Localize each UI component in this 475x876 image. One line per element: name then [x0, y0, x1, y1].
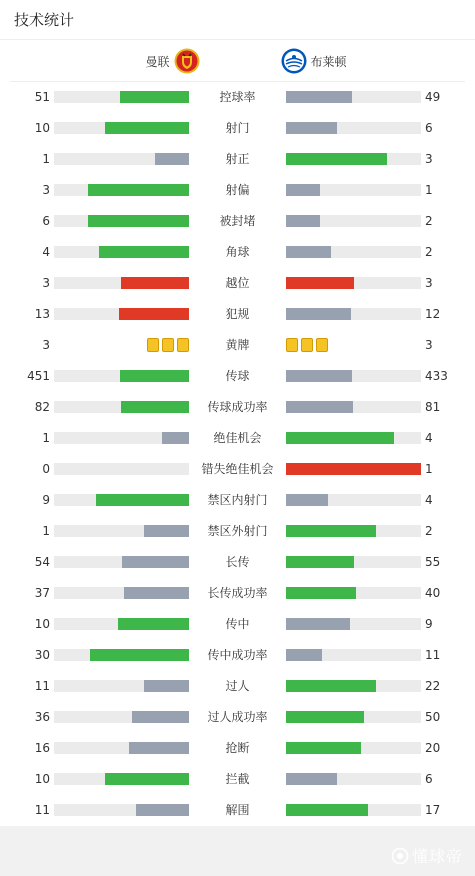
home-value: 11	[34, 803, 50, 817]
away-bar-track	[286, 556, 421, 568]
brighton-crest-icon	[281, 48, 307, 74]
home-value: 3	[42, 276, 50, 290]
home-bar-fill	[105, 122, 189, 134]
home-value: 30	[34, 648, 50, 662]
away-value: 1	[425, 462, 433, 476]
away-value: 20	[425, 741, 441, 755]
home-value: 10	[34, 617, 50, 631]
home-team[interactable]	[145, 41, 199, 81]
stat-label: 拦截	[225, 772, 250, 786]
home-bar-track	[54, 804, 189, 816]
teams-header	[10, 41, 465, 82]
stat-row	[0, 144, 475, 175]
away-value: 2	[425, 245, 433, 259]
stat-label: 禁区内射门	[207, 493, 268, 507]
stat-label: 射门	[225, 121, 250, 135]
away-bar-fill	[286, 556, 354, 568]
home-bar-track	[54, 432, 189, 444]
away-bar-track	[286, 215, 421, 227]
home-bar-fill	[162, 432, 189, 444]
stat-row	[0, 640, 475, 671]
away-bar-fill	[286, 215, 320, 227]
home-bar-fill	[144, 680, 189, 692]
stat-label: 传球	[225, 369, 250, 383]
stat-label: 射正	[225, 152, 250, 166]
away-bar-fill	[286, 649, 322, 661]
stat-label: 传中成功率	[207, 648, 268, 662]
away-value: 9	[425, 617, 433, 631]
away-value: 6	[425, 121, 433, 135]
home-bar-fill	[129, 742, 189, 754]
home-bar-fill	[155, 153, 189, 165]
yellow-card-icon	[162, 338, 174, 352]
away-bar-fill	[286, 587, 356, 599]
stat-row	[0, 423, 475, 454]
away-bar-fill	[286, 711, 364, 723]
stat-label: 犯规	[225, 307, 250, 321]
yellow-card-icon	[316, 338, 328, 352]
away-bar-track	[286, 587, 421, 599]
home-bar-fill	[122, 556, 189, 568]
home-bar-track	[54, 711, 189, 723]
away-team[interactable]	[281, 41, 347, 81]
away-bar-track	[286, 742, 421, 754]
away-bar-fill	[286, 246, 331, 258]
stat-row	[0, 702, 475, 733]
away-bar-fill	[286, 525, 376, 537]
stat-row	[0, 733, 475, 764]
away-value: 55	[425, 555, 441, 569]
stat-row	[0, 392, 475, 423]
home-bar-track	[54, 680, 189, 692]
stat-label: 错失绝佳机会	[201, 462, 274, 476]
home-bar-track	[54, 525, 189, 537]
watermark-text: 懂球帝	[411, 847, 463, 866]
stat-label: 被封堵	[219, 214, 256, 228]
stat-label: 长传	[225, 555, 250, 569]
away-value: 12	[425, 307, 441, 321]
home-bar-fill	[132, 711, 189, 723]
away-bar-fill	[286, 308, 351, 320]
home-bar-track	[54, 153, 189, 165]
stat-row	[0, 330, 475, 361]
stat-row	[0, 206, 475, 237]
home-value: 3	[42, 183, 50, 197]
stat-row	[0, 516, 475, 547]
home-bar-track	[54, 556, 189, 568]
away-bar-fill	[286, 184, 320, 196]
home-bar-track	[54, 91, 189, 103]
away-bar-track	[286, 680, 421, 692]
home-value: 4	[42, 245, 50, 259]
away-bar-track	[286, 370, 421, 382]
home-bar-fill	[124, 587, 189, 599]
home-bar-fill	[120, 370, 189, 382]
away-value: 2	[425, 214, 433, 228]
home-value: 51	[34, 90, 50, 104]
away-bar-track	[286, 153, 421, 165]
away-bar-fill	[286, 773, 337, 785]
away-bar-track	[286, 525, 421, 537]
stat-row	[0, 175, 475, 206]
away-value: 3	[425, 152, 433, 166]
manchester-united-crest-icon	[174, 48, 200, 74]
away-bar-track	[286, 308, 421, 320]
away-value: 17	[425, 803, 441, 817]
away-bar-track	[286, 494, 421, 506]
away-bar-fill	[286, 463, 421, 475]
away-bar-track	[286, 649, 421, 661]
home-bar-fill	[118, 618, 189, 630]
yellow-card-icon	[301, 338, 313, 352]
away-value: 50	[425, 710, 441, 724]
home-value: 36	[34, 710, 50, 724]
away-bar-track	[286, 246, 421, 258]
home-bar-track	[54, 773, 189, 785]
stat-label: 传中	[225, 617, 250, 631]
home-value: 37	[34, 586, 50, 600]
home-value: 0	[42, 462, 50, 476]
away-bar-track	[286, 401, 421, 413]
away-value: 3	[425, 276, 433, 290]
home-bar-track	[54, 184, 189, 196]
away-bar-track	[286, 773, 421, 785]
away-bar-fill	[286, 401, 353, 413]
home-bar-track	[54, 122, 189, 134]
home-value: 82	[34, 400, 50, 414]
away-value: 4	[425, 431, 433, 445]
home-bar-track	[54, 618, 189, 630]
home-value: 1	[42, 152, 50, 166]
stat-label: 抢断	[225, 741, 250, 755]
stat-label: 绝佳机会	[213, 431, 262, 445]
home-bar-track	[54, 308, 189, 320]
away-bar-fill	[286, 804, 368, 816]
away-bar-track	[286, 432, 421, 444]
away-value: 22	[425, 679, 441, 693]
stat-row	[0, 485, 475, 516]
home-bar-track	[54, 215, 189, 227]
home-bar-fill	[121, 401, 189, 413]
home-value: 11	[34, 679, 50, 693]
away-value: 81	[425, 400, 441, 414]
away-bar-track	[286, 277, 421, 289]
yellow-card-icon	[177, 338, 189, 352]
home-value: 54	[34, 555, 50, 569]
home-value: 1	[42, 524, 50, 538]
away-bar-fill	[286, 91, 352, 103]
home-bar-fill	[90, 649, 189, 661]
home-value: 451	[27, 369, 50, 383]
yellow-card-icon	[147, 338, 159, 352]
away-value: 433	[425, 369, 448, 383]
page-title: 技术统计	[0, 0, 475, 40]
stats-list	[0, 82, 475, 826]
home-value: 10	[34, 121, 50, 135]
away-value: 49	[425, 90, 441, 104]
home-bar-fill	[105, 773, 189, 785]
away-bar-track	[286, 463, 421, 475]
away-value: 6	[425, 772, 433, 786]
home-value: 16	[34, 741, 50, 755]
home-bar-fill	[119, 308, 189, 320]
watermark-logo-icon	[391, 847, 409, 865]
away-bar-fill	[286, 122, 337, 134]
footer	[0, 826, 475, 876]
home-value: 9	[42, 493, 50, 507]
home-team-name: 曼联	[145, 54, 170, 69]
away-yellow-cards	[286, 338, 328, 352]
away-value: 40	[425, 586, 441, 600]
away-value: 3	[425, 338, 433, 352]
away-value: 11	[425, 648, 441, 662]
home-bar-fill	[120, 91, 189, 103]
yellow-card-icon	[286, 338, 298, 352]
away-bar-track	[286, 91, 421, 103]
stat-label: 过人成功率	[207, 710, 268, 724]
away-bar-fill	[286, 680, 376, 692]
away-bar-fill	[286, 618, 350, 630]
stat-label: 解围	[225, 803, 250, 817]
stat-row	[0, 547, 475, 578]
stat-label: 射偏	[225, 183, 250, 197]
home-yellow-cards	[147, 338, 189, 352]
stat-label: 控球率	[219, 90, 256, 104]
home-bar-track	[54, 246, 189, 258]
home-bar-fill	[144, 525, 189, 537]
away-bar-track	[286, 122, 421, 134]
home-value: 10	[34, 772, 50, 786]
stat-row	[0, 299, 475, 330]
stat-row	[0, 454, 475, 485]
stat-row	[0, 578, 475, 609]
watermark	[391, 844, 463, 867]
stat-row	[0, 671, 475, 702]
home-value: 13	[34, 307, 50, 321]
away-value: 1	[425, 183, 433, 197]
away-bar-track	[286, 184, 421, 196]
stat-label: 过人	[225, 679, 250, 693]
stat-label: 传球成功率	[207, 400, 268, 414]
home-bar-track	[54, 370, 189, 382]
stat-label: 越位	[225, 276, 250, 290]
stat-row	[0, 113, 475, 144]
stat-label: 禁区外射门	[207, 524, 268, 538]
away-value: 4	[425, 493, 433, 507]
home-bar-fill	[99, 246, 189, 258]
home-bar-track	[54, 649, 189, 661]
stat-label: 角球	[225, 245, 250, 259]
home-bar-track	[54, 587, 189, 599]
home-bar-fill	[136, 804, 189, 816]
away-bar-fill	[286, 432, 394, 444]
home-value: 1	[42, 431, 50, 445]
home-bar-track	[54, 742, 189, 754]
stat-row	[0, 268, 475, 299]
home-bar-fill	[88, 184, 189, 196]
home-value: 3	[42, 338, 50, 352]
home-bar-track	[54, 494, 189, 506]
home-value: 6	[42, 214, 50, 228]
stat-row	[0, 82, 475, 113]
stat-label: 黄牌	[225, 338, 250, 352]
stat-row	[0, 764, 475, 795]
home-bar-track	[54, 277, 189, 289]
stat-label: 长传成功率	[207, 586, 268, 600]
stat-row	[0, 609, 475, 640]
away-bar-track	[286, 804, 421, 816]
home-bar-track	[54, 463, 189, 475]
away-bar-fill	[286, 494, 328, 506]
home-bar-fill	[96, 494, 189, 506]
stat-row	[0, 361, 475, 392]
away-bar-track	[286, 618, 421, 630]
home-bar-fill	[121, 277, 189, 289]
away-bar-track	[286, 711, 421, 723]
stat-row	[0, 795, 475, 826]
away-bar-fill	[286, 277, 354, 289]
home-bar-track	[54, 401, 189, 413]
away-bar-fill	[286, 153, 387, 165]
away-bar-fill	[286, 742, 361, 754]
home-bar-fill	[88, 215, 189, 227]
stat-row	[0, 237, 475, 268]
away-value: 2	[425, 524, 433, 538]
away-team-name: 布莱顿	[310, 54, 347, 69]
away-bar-fill	[286, 370, 352, 382]
